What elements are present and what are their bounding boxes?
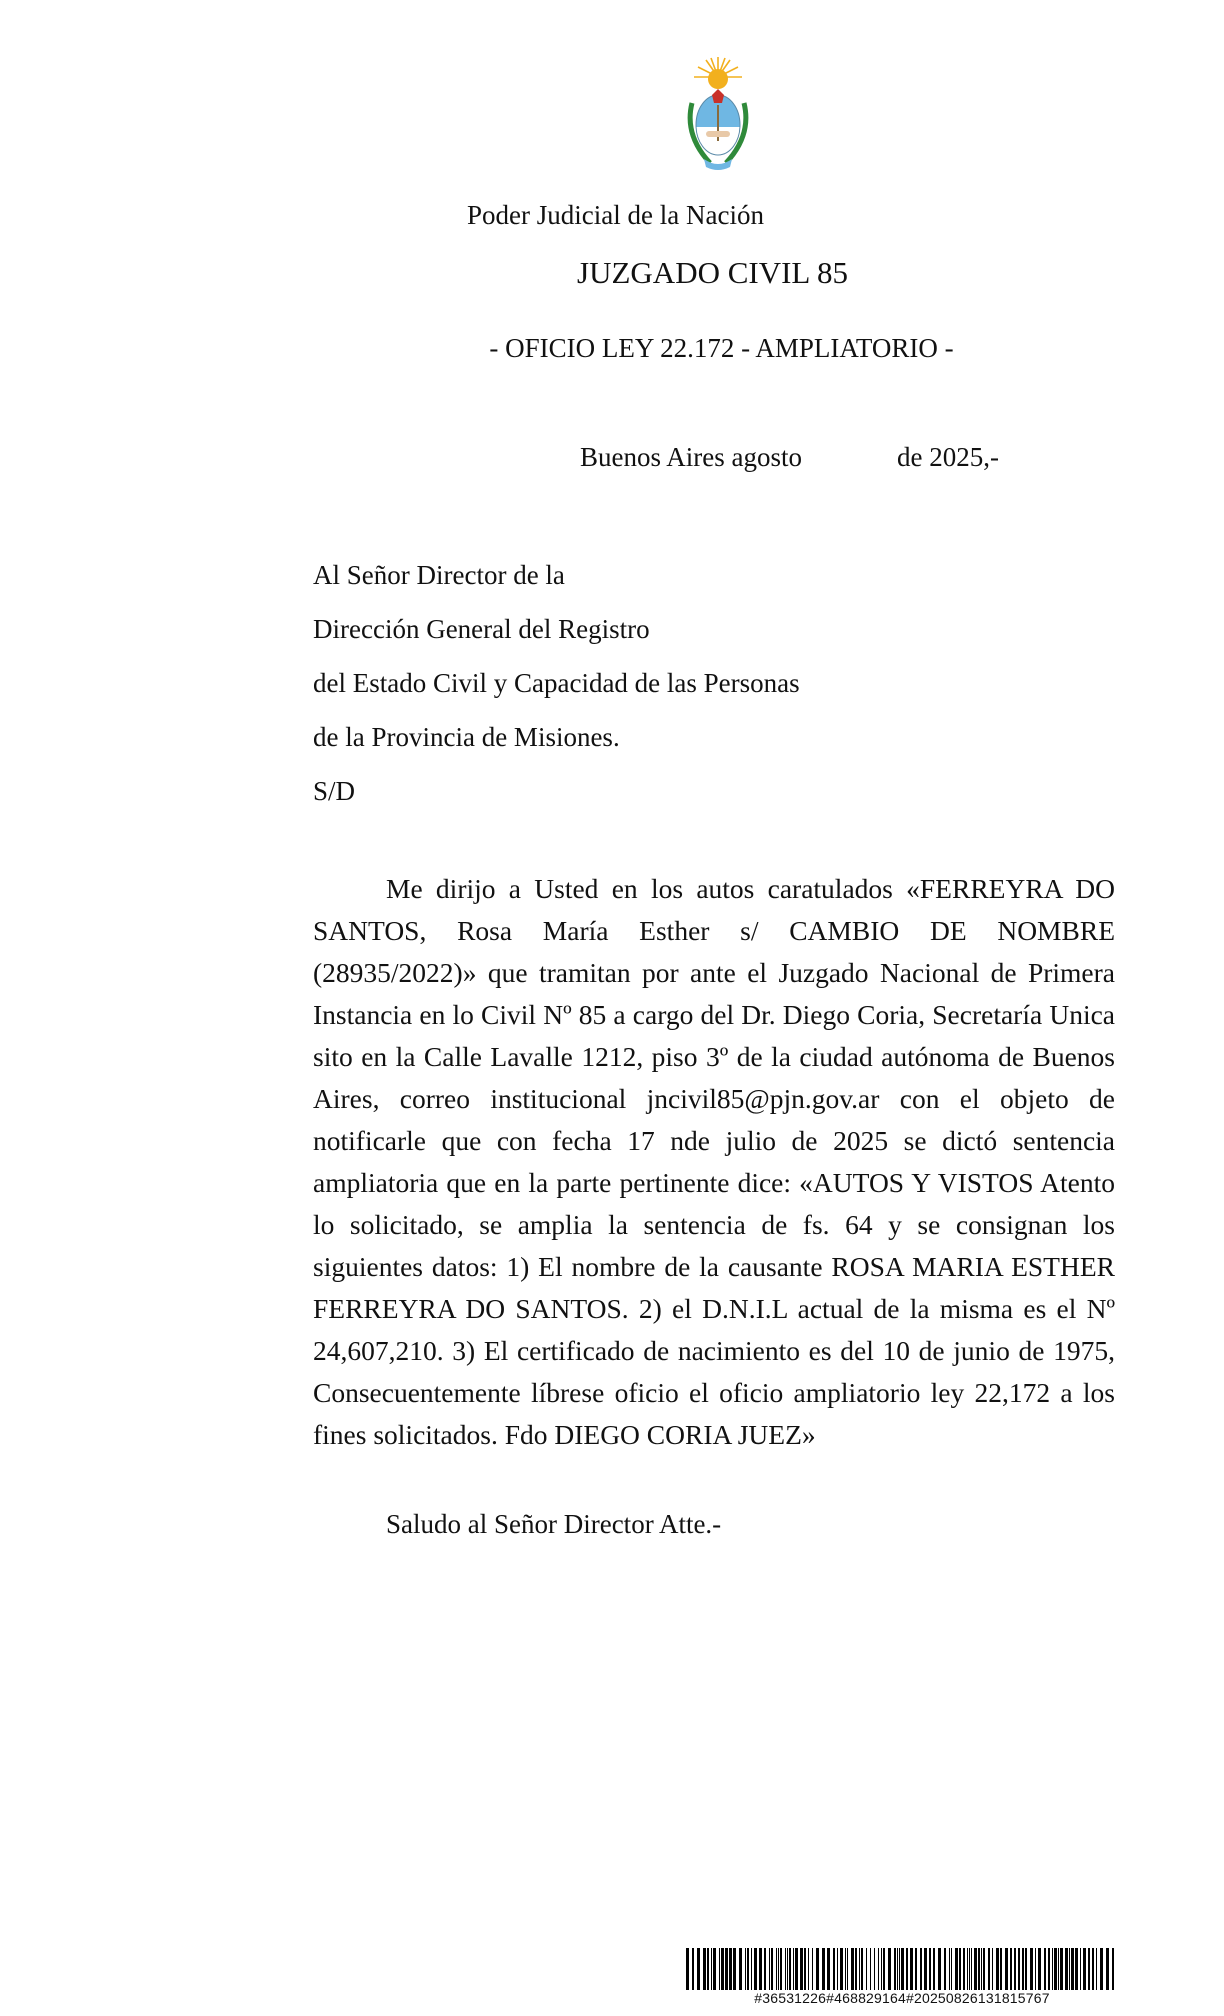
barcode-bar (906, 1948, 908, 1990)
barcode-bar (713, 1948, 716, 1990)
barcode-bar (971, 1948, 972, 1990)
barcode-bar (808, 1948, 809, 1990)
barcode-bar (780, 1948, 782, 1990)
barcode-bar (721, 1948, 724, 1990)
barcode-bar (840, 1948, 843, 1990)
barcode-bar (800, 1948, 803, 1990)
barcode-bar (804, 1948, 806, 1990)
barcode-bar (974, 1948, 977, 1990)
barcode-bar (733, 1948, 736, 1990)
barcode-bar (1035, 1948, 1036, 1990)
barcode-bar (983, 1948, 985, 1990)
barcode-bar (981, 1948, 982, 1990)
recipient-line: S/D (313, 776, 356, 806)
barcode-bar (897, 1948, 898, 1990)
barcode-bar (996, 1948, 999, 1990)
barcode-bar (878, 1948, 879, 1990)
barcode-bar (929, 1948, 931, 1990)
barcode-bar (1054, 1948, 1057, 1990)
barcode-bar (787, 1948, 788, 1990)
barcode-bar (833, 1948, 835, 1990)
barcode-bar (1038, 1948, 1041, 1990)
barcode-bar (1025, 1948, 1027, 1990)
recipient-line: del Estado Civil y Capacidad de las Personas (313, 668, 800, 698)
barcode-bar (739, 1948, 742, 1990)
barcode-bar (1052, 1948, 1053, 1990)
barcode-number: #36531226#468829164#20250826131815767 (754, 1990, 1050, 2006)
barcode-bar (955, 1948, 958, 1990)
barcode-icon (684, 1948, 1120, 1990)
barcode-bar (1060, 1948, 1063, 1990)
barcode-bar (776, 1948, 777, 1990)
barcode-bar (711, 1948, 712, 1990)
barcode-bar (725, 1948, 728, 1990)
barcode-bar (988, 1948, 990, 1990)
barcode-bar (910, 1948, 913, 1990)
barcode-bar (1030, 1948, 1033, 1990)
barcode-bar (920, 1948, 922, 1990)
barcode-bar (963, 1948, 965, 1990)
barcode-bar (1106, 1948, 1109, 1990)
barcode-bar (837, 1948, 838, 1990)
barcode-bar (1088, 1948, 1090, 1990)
barcode-bar (924, 1948, 927, 1990)
barcode-bar (1010, 1948, 1012, 1990)
barcode-bar (827, 1948, 830, 1990)
court-name: JUZGADO CIVIL 85 (577, 255, 848, 290)
recipient-line: Dirección General del Registro (313, 614, 650, 644)
barcode-bar (719, 1948, 720, 1990)
barcode-bar (686, 1948, 689, 1990)
barcode-bar (771, 1948, 773, 1990)
barcode-bar (874, 1948, 875, 1990)
barcode-bar (1075, 1948, 1078, 1990)
barcode-bar (707, 1948, 709, 1990)
barcode-bar (944, 1948, 946, 1990)
barcode-bar (697, 1948, 700, 1990)
barcode-bar (692, 1948, 694, 1990)
barcode-bar (859, 1948, 860, 1990)
date-year: de 2025,- (897, 442, 999, 472)
barcode-bar (949, 1948, 950, 1990)
barcode-bar (764, 1948, 766, 1990)
barcode-bar (894, 1948, 896, 1990)
barcode-bar (778, 1948, 779, 1990)
barcode-bar (901, 1948, 904, 1990)
barcode-bar (1080, 1948, 1081, 1990)
barcode-bar (1000, 1948, 1002, 1990)
barcode-bar (812, 1948, 813, 1990)
barcode-bar (795, 1948, 798, 1990)
barcode-bar (822, 1948, 825, 1990)
barcode-bar (969, 1948, 970, 1990)
barcode-bar (745, 1948, 746, 1990)
barcode-bar (851, 1948, 854, 1990)
barcode-bar (967, 1948, 968, 1990)
barcode-bar (959, 1948, 961, 1990)
barcode-bar (1092, 1948, 1094, 1990)
coat-of-arms-emblem (680, 55, 756, 175)
barcode-bar (847, 1948, 848, 1990)
barcode-bar (866, 1948, 867, 1990)
barcode-bar (729, 1948, 732, 1990)
barcode-bar (785, 1948, 786, 1990)
institution-name: Poder Judicial de la Nación (467, 200, 764, 230)
barcode-bar (1065, 1948, 1068, 1990)
barcode-bar (938, 1948, 941, 1990)
barcode-bar (1018, 1948, 1020, 1990)
barcode-bar (933, 1948, 935, 1990)
barcode-bar (789, 1948, 791, 1990)
barcode-bar (888, 1948, 891, 1990)
barcode-bar (978, 1948, 980, 1990)
barcode-bar (1005, 1948, 1008, 1990)
barcode-bar (845, 1948, 846, 1990)
barcode-bar (992, 1948, 993, 1990)
barcode-bar (1096, 1948, 1097, 1990)
closing-salutation: Saludo al Señor Director Atte.- (386, 1509, 722, 1539)
barcode-bar (759, 1948, 762, 1990)
body-paragraph: Me dirijo a Usted en los autos caratulados «FERREYRA DO SANTOS, Rosa María Esther s/ CAMBIO DE NOMBRE (28935/2022)» que tramitan por ante el Juzgado Nacional de Primera Instancia en lo Civil Nº 85 a cargo del Dr. Diego Coria, Secretaría Unica sito en la Calle Lavalle 1212, piso 3º de la ciudad autónoma de Buenos Aires, correo institucional jncivil85@pjn.gov.ar con el objeto de notificarle que con fecha 17 nde julio de 2025 se dictó sentencia ampliatoria que en la parte pertinente dice: «AUTOS Y VISTOS Atento lo solicitado, se amplia la sentencia de fs. 64 y se consignan los siguientes datos: 1) El nombre de la causante ROSA MARIA ESTHER FERREYRA DO SANTOS. 2) el D.N.I.L actual de la misma es el Nº 24,607,210. 3) El certificado de nacimiento es del 10 de junio de 1975, Consecuentemente líbrese oficio el oficio ampliatorio ley 22,172 a los fines solicitados. Fdo DIEGO CORIA JUEZ» (313, 873, 1115, 1450)
barcode-bar (883, 1948, 885, 1990)
barcode-bar (1048, 1948, 1050, 1990)
barcode-bar (1112, 1948, 1114, 1990)
barcode-bar (703, 1948, 706, 1990)
barcode-bar (861, 1948, 863, 1990)
barcode-bar (1069, 1948, 1070, 1990)
barcode-bar (855, 1948, 857, 1990)
barcode-bar (881, 1948, 882, 1990)
barcode-bar (899, 1948, 900, 1990)
barcode-bar (951, 1948, 952, 1990)
barcode-bar (769, 1948, 770, 1990)
recipient-address (313, 548, 800, 818)
barcode-bar (754, 1948, 757, 1990)
barcode-bar (747, 1948, 749, 1990)
barcode-bar (1071, 1948, 1074, 1990)
barcode-bar (1083, 1948, 1086, 1990)
barcode-bar (751, 1948, 752, 1990)
barcode-bar (915, 1948, 917, 1990)
barcode-bar (1014, 1948, 1016, 1990)
document-barcode (684, 1948, 1120, 2008)
barcode-bar (1058, 1948, 1059, 1990)
document-type-title: - OFICIO LEY 22.172 - AMPLIATORIO - (489, 333, 954, 363)
recipient-line: de la Provincia de Misiones. (313, 722, 620, 752)
date-place-month: Buenos Aires agosto (580, 442, 802, 472)
recipient-line: Al Señor Director de la (313, 560, 565, 590)
barcode-bar (816, 1948, 819, 1990)
barcode-bar (1100, 1948, 1103, 1990)
barcode-bar (1022, 1948, 1024, 1990)
barcode-bar (1044, 1948, 1046, 1990)
barcode-bar (870, 1948, 871, 1990)
barcode-bar (793, 1948, 794, 1990)
